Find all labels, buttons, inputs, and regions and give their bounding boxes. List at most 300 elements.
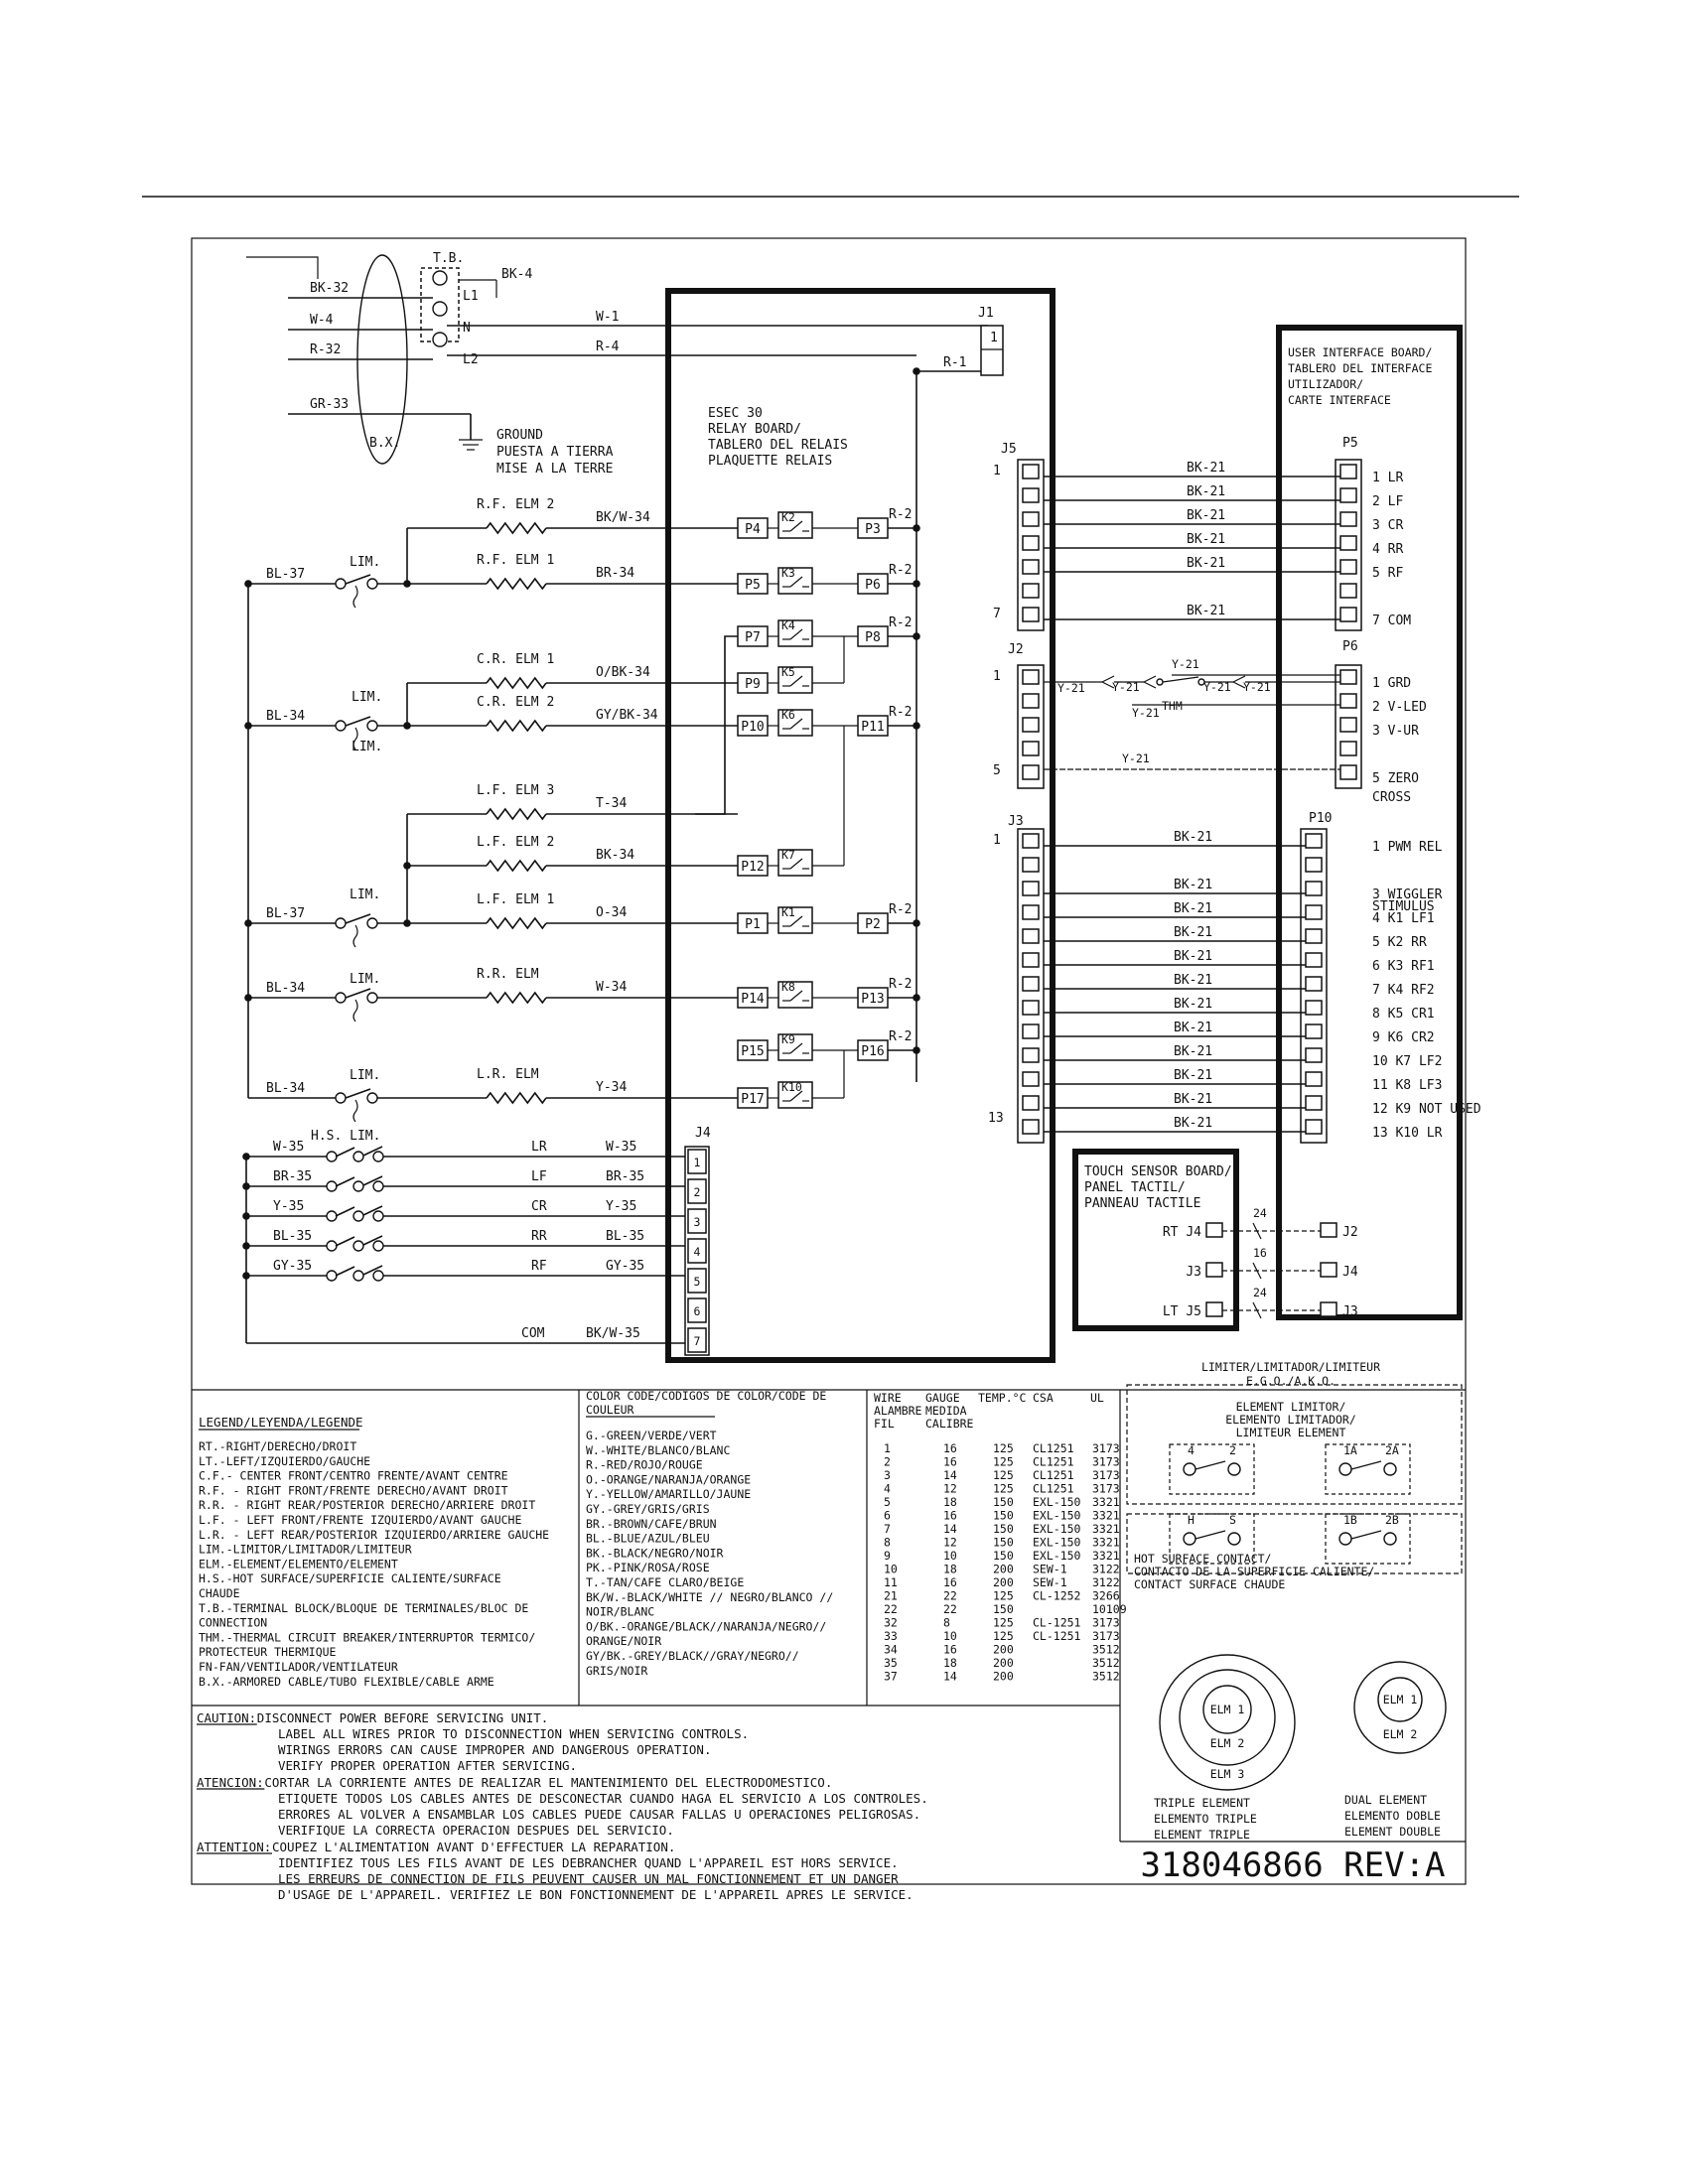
wire-table-cell: 7 (884, 1522, 891, 1536)
touch-board-title: TOUCH SENSOR BOARD/ (1084, 1164, 1232, 1179)
p10-pin-label: 9 K6 CR2 (1372, 1030, 1435, 1045)
element-label: L.F. ELM 1 (477, 892, 555, 907)
wire-table-cell: CL-1251 (1033, 1615, 1081, 1630)
pin-label: 7 (693, 1334, 701, 1348)
junction-dot (242, 1242, 250, 1250)
pin-label: 1 (993, 669, 1001, 684)
wire-table-cell: 150 (993, 1495, 1014, 1509)
wire-label: BK/W-35 (586, 1326, 640, 1341)
relay-terminal-label: P2 (865, 917, 881, 932)
burner-label: ELM 2 (1382, 1727, 1418, 1741)
element-label: R.R. ELM (477, 967, 539, 982)
wire-table-cell: 22 (884, 1602, 898, 1616)
wire-table-cell: 200 (993, 1642, 1014, 1657)
connector-p5-pin (1340, 584, 1356, 598)
p10-pin-label: 4 K1 LF1 (1372, 911, 1435, 926)
color-code-line: GY/BK.-GREY/BLACK//GRAY/NEGRO// (586, 1649, 799, 1663)
junction-dot (913, 524, 920, 532)
limiter-bimetal (353, 1100, 357, 1122)
connector-p10-pin (1306, 1001, 1322, 1015)
connector-p5-pin (1340, 512, 1356, 526)
relay-switch-label: K6 (781, 708, 795, 722)
hs-terminal (353, 1241, 363, 1251)
relay-switch-label: K1 (781, 905, 795, 919)
touch-left-label: J3 (1186, 1265, 1201, 1280)
connector-j3-pin (1023, 858, 1039, 872)
relay-switch-label: K8 (781, 980, 795, 994)
caution-line: ETIQUETE TODOS LOS CABLES ANTES DE DESCONECTAR CUANDO HAGA EL SERVICIO A LOS CONTROLES. (278, 1791, 928, 1806)
junction-dot (913, 1046, 920, 1054)
limiter-term: 4 (1188, 1443, 1195, 1457)
wire-table-cell: 3266 (1092, 1588, 1120, 1603)
p5-pin-label: 4 RR (1372, 542, 1404, 557)
legend-line: RT.-RIGHT/DERECHO/DROIT (199, 1439, 357, 1453)
junction-dot (242, 1212, 250, 1220)
color-code-title: COLOR CODE/CODIGOS DE COLOR/CODE DE (586, 1389, 827, 1403)
thm-label: THM (1162, 699, 1183, 713)
wire-label: BK-21 (1174, 973, 1213, 988)
terminal-label: L2 (463, 352, 479, 367)
heating-element-symbol (487, 809, 546, 819)
relay-board-title: TABLERO DEL RELAIS (708, 438, 848, 453)
hot-surface-label: CONTACT SURFACE CHAUDE (1134, 1577, 1286, 1591)
bx-label: B.X. (369, 436, 401, 451)
hot-surface-label: CONTACTO DE LA SUPERFICIE CALIENTE/ (1134, 1565, 1375, 1578)
pin-label: 6 (693, 1304, 701, 1318)
wire-label: Y-35 (273, 1199, 305, 1214)
wire-table-cell: 3122 (1092, 1562, 1120, 1576)
relay-terminal-label: P15 (741, 1044, 765, 1059)
wire-table-cell: 14 (943, 1468, 957, 1482)
relay-terminal-label: P14 (741, 992, 765, 1007)
limiter-terminal (367, 993, 377, 1003)
relay-board-title: PLAQUETTE RELAIS (708, 454, 833, 469)
pin-label: 2 (693, 1185, 701, 1199)
wire-table-cell: 34 (884, 1642, 898, 1657)
limiter-term: 1B (1343, 1513, 1357, 1527)
wire-table-header: GAUGE (925, 1391, 960, 1405)
heating-element-symbol (487, 918, 546, 928)
legend-line: B.X.-ARMORED CABLE/TUBO FLEXIBLE/CABLE ARME (199, 1674, 494, 1689)
terminal-label: L1 (463, 289, 479, 304)
ui-pin-label: J4 (1342, 1265, 1358, 1280)
p10-pin-label: 6 K3 RF1 (1372, 959, 1435, 974)
color-code-line: GY.-GREY/GRIS/GRIS (586, 1502, 710, 1516)
caution-line: CORTAR LA CORRIENTE ANTES DE REALIZAR EL MANTENIMIENTO DEL ELECTRODOMESTICO. (264, 1775, 833, 1790)
touch-board-title: PANNEAU TACTILE (1084, 1196, 1201, 1211)
wire-table-cell: 3173 (1092, 1454, 1120, 1469)
wire-table-cell: 32 (884, 1615, 898, 1630)
caution-line: DISCONNECT POWER BEFORE SERVICING UNIT. (256, 1710, 549, 1725)
p10-pin-label: 11 K8 LF3 (1372, 1078, 1443, 1093)
wire-table-cell: 125 (993, 1468, 1014, 1482)
pin-label: 1 (993, 464, 1001, 478)
wire-label: GY-35 (606, 1259, 645, 1274)
connector-j5-pin (1023, 608, 1039, 621)
terminal-l2 (433, 333, 447, 346)
wire-table-cell: 150 (993, 1508, 1014, 1523)
terminal-block-label: T.B. (433, 251, 465, 266)
connector-j5-pin (1023, 512, 1039, 526)
touch-left-label: LT J5 (1162, 1304, 1201, 1319)
wire-table-header: UL (1090, 1391, 1104, 1405)
relay-terminal-label: P17 (741, 1092, 765, 1107)
caution-tag: ATENCION: (197, 1775, 264, 1790)
wire-label: BK-21 (1187, 604, 1226, 618)
wire-label: BK-21 (1174, 1044, 1213, 1059)
connector-p10-pin (1306, 929, 1322, 943)
p5-pin-label: 2 LF (1372, 494, 1404, 509)
connector-j3-pin (1023, 1048, 1039, 1062)
element-label: C.R. ELM 2 (477, 695, 555, 710)
legend-line: R.F. - RIGHT FRONT/FRENTE DERECHO/AVANT DROIT (199, 1483, 508, 1498)
wire-table-cell: 12 (943, 1535, 957, 1550)
p10-pin-label: 12 K9 NOT USED (1372, 1102, 1481, 1117)
limiter-terminal (367, 721, 377, 731)
connector-p10-pin (1306, 1024, 1322, 1038)
heating-element-symbol (487, 861, 546, 871)
wire-table-header: CSA (1033, 1391, 1054, 1405)
color-code-line: R.-RED/ROJO/ROUGE (586, 1457, 703, 1472)
limiter-switch-arm (346, 575, 370, 584)
element-limiter-label: LIMITEUR ELEMENT (1235, 1426, 1346, 1439)
wire-label: W-35 (273, 1140, 305, 1155)
connector-p10-pin (1306, 977, 1322, 991)
wire-label: O-34 (596, 905, 628, 920)
connector-p10-pin (1306, 1120, 1322, 1134)
wire-label: BK-21 (1174, 830, 1213, 845)
pin-label: 1 (990, 331, 998, 345)
wire-table-cell: 14 (943, 1669, 957, 1684)
wire-table-cell: 3321 (1092, 1508, 1120, 1523)
ui-pin-label: J3 (1342, 1304, 1358, 1319)
hs-terminal (327, 1181, 337, 1191)
caution-line: WIRINGS ERRORS CAN CAUSE IMPROPER AND DANGEROUS OPERATION. (278, 1742, 712, 1757)
wire-label: BR-35 (606, 1169, 645, 1184)
relay-switch-label: K5 (781, 665, 795, 679)
caution-tag: ATTENTION: (197, 1840, 272, 1854)
connector-j5-pin (1023, 465, 1039, 478)
wire-table-cell: 10 (943, 1549, 957, 1563)
connector-label: P5 (1342, 436, 1358, 451)
wire-label: R-32 (310, 342, 342, 357)
wire-table-cell: 5 (884, 1495, 891, 1509)
relay-terminal-label: P9 (745, 677, 761, 692)
color-code-line: BL.-BLUE/AZUL/BLEU (586, 1531, 710, 1546)
ui-pin-label: J2 (1342, 1225, 1358, 1240)
wire-table-cell: 37 (884, 1669, 898, 1684)
wire-table-cell: EXL-150 (1033, 1508, 1081, 1523)
limiter-label: LIM. (350, 555, 381, 570)
wire-table-cell: 2 (884, 1454, 891, 1469)
wire-label: BK-21 (1174, 1116, 1213, 1131)
wire-table-cell: CL1251 (1033, 1481, 1074, 1496)
caution-line: COUPEZ L'ALIMENTATION AVANT D'EFFECTUER LA REPARATION. (272, 1840, 676, 1854)
wire-table-cell: 3173 (1092, 1481, 1120, 1496)
wire-label: Y-34 (596, 1080, 628, 1095)
r2-label: R-2 (889, 705, 913, 720)
wire-table-cell: 125 (993, 1454, 1014, 1469)
hs-terminal (327, 1241, 337, 1251)
limiter-terminal (336, 579, 346, 589)
touch-pin (1206, 1223, 1222, 1237)
relay-switch-label: K3 (781, 566, 795, 580)
ground-label: MISE A LA TERRE (496, 462, 614, 477)
wire-table-cell: 3321 (1092, 1495, 1120, 1509)
legend-line: L.R. - LEFT REAR/POSTERIOR IZQUIERDO/ARRIERE GAUCHE (199, 1527, 550, 1542)
limiter-title: LIMITER/LIMITADOR/LIMITEUR (1200, 1360, 1381, 1374)
connector-j3-pin (1023, 929, 1039, 943)
wire-table-cell: 125 (993, 1441, 1014, 1455)
caution-tag: CAUTION: (197, 1710, 257, 1725)
connector-p10-pin (1306, 1096, 1322, 1110)
ui-pin (1321, 1302, 1336, 1316)
wire-label: GY/BK-34 (596, 708, 658, 723)
wire-table-cell: 200 (993, 1669, 1014, 1684)
wire-label: GR-33 (310, 397, 350, 412)
limiter-term-circle (1228, 1463, 1240, 1475)
connector-j2-pin (1023, 718, 1039, 732)
p10-pin-label: 3 WIGGLER (1372, 887, 1443, 902)
limiter-label: LIM. (352, 690, 383, 705)
hs-mid-label: LR (531, 1140, 547, 1155)
wire-table-cell: 3173 (1092, 1468, 1120, 1482)
wire-label: Y-35 (606, 1199, 637, 1214)
junction-dot (913, 632, 920, 640)
p5-pin-label: 3 CR (1372, 518, 1404, 533)
wire-label: W-4 (310, 313, 334, 328)
wire-table-cell: 3 (884, 1468, 891, 1482)
burner-caption: ELEMENTO DOBLE (1344, 1809, 1441, 1823)
wire-table-cell: 3173 (1092, 1441, 1120, 1455)
wire-table-cell: 3512 (1092, 1642, 1120, 1657)
connector-j3-pin (1023, 953, 1039, 967)
legend-line: CHAUDE (199, 1586, 240, 1600)
limiter-term-circle (1228, 1533, 1240, 1545)
hs-mid-label: LF (531, 1169, 547, 1184)
wire-label: BL-35 (273, 1229, 313, 1244)
wire-table-cell: 150 (993, 1549, 1014, 1563)
wire-table-header: WIRE (874, 1391, 902, 1405)
wire-label: R-1 (943, 355, 967, 370)
hs-switch-arm (336, 1267, 354, 1276)
color-code-line: BR.-BROWN/CAFE/BRUN (586, 1516, 717, 1531)
wire-table-cell: 10 (943, 1629, 957, 1643)
thm-switch (1163, 677, 1198, 682)
wire-table-cell: 3122 (1092, 1575, 1120, 1589)
connector-j2-pin (1023, 670, 1039, 684)
relay-switch-label: K4 (781, 618, 795, 632)
connector-p10-pin (1306, 858, 1322, 872)
connector-j5-pin (1023, 488, 1039, 502)
wire-table-cell: 3173 (1092, 1629, 1120, 1643)
touch-pin (1206, 1263, 1222, 1277)
heating-element-symbol (487, 579, 546, 589)
hs-mid-label: RR (531, 1229, 547, 1244)
connector-p5-pin (1340, 560, 1356, 574)
connector-label: P10 (1309, 811, 1333, 826)
wire-table-cell: 3512 (1092, 1656, 1120, 1670)
burner-caption: DUAL ELEMENT (1344, 1793, 1428, 1807)
burner-caption: ELEMENT TRIPLE (1154, 1828, 1250, 1842)
relay-switch-label: K2 (781, 510, 795, 524)
p10-pin-label: 13 K10 LR (1372, 1126, 1443, 1141)
color-code-line: W.-WHITE/BLANCO/BLANC (586, 1442, 731, 1457)
wire-table-cell: CL1251 (1033, 1441, 1074, 1455)
wire-table-cell: 18 (943, 1562, 957, 1576)
wire-table-cell: 14 (943, 1522, 957, 1536)
relay-terminal-label: P10 (741, 720, 765, 735)
p6-pin-label: CROSS (1372, 790, 1412, 805)
limiter-switch-arm (346, 989, 370, 998)
p10-pin-label: 8 K5 CR1 (1372, 1007, 1435, 1022)
junction-dot (913, 580, 920, 588)
hs-terminal (327, 1152, 337, 1161)
limiter-bimetal (353, 1000, 357, 1022)
terminal-n (433, 302, 447, 316)
thm-terminal (1157, 679, 1163, 685)
connector-j3-pin (1023, 882, 1039, 895)
connector-p6-pin (1340, 670, 1356, 684)
r2-label: R-2 (889, 563, 913, 578)
relay-terminal-label: P12 (741, 860, 765, 875)
p6-pin-label: 5 ZERO (1372, 771, 1419, 786)
hs-terminal (373, 1211, 383, 1221)
legend-line: FN-FAN/VENTILADOR/VENTILATEUR (199, 1660, 398, 1674)
wire-label: BK-21 (1174, 1021, 1213, 1035)
wire-table-cell: 16 (943, 1441, 957, 1455)
limiter-bimetal (353, 586, 357, 608)
hs-switch-arm (336, 1237, 354, 1246)
wire-label: BK-21 (1174, 997, 1213, 1012)
legend-line: L.F. - LEFT FRONT/FRENTE IZQUIERDO/AVANT GAUCHE (199, 1513, 522, 1527)
heating-element-symbol (487, 721, 546, 731)
wire-table-cell: 10 (884, 1562, 898, 1576)
limiter-arm (1196, 1531, 1225, 1539)
hs-terminal (373, 1241, 383, 1251)
wire-label: BK-21 (1187, 484, 1226, 499)
wire-table-header: FIL (874, 1417, 895, 1431)
wire-table-cell: 125 (993, 1629, 1014, 1643)
element-label: C.R. ELM 1 (477, 652, 555, 667)
legend-line: LIM.-LIMITOR/LIMITADOR/LIMITEUR (199, 1542, 412, 1557)
relay-switch-label: K10 (781, 1080, 802, 1094)
wire-table-cell: 21 (884, 1588, 898, 1603)
connector-j3-pin (1023, 1024, 1039, 1038)
wire-table-cell: 35 (884, 1656, 898, 1670)
junction-dot (403, 722, 411, 730)
touch-left-label: RT J4 (1162, 1225, 1201, 1240)
wire-label: BK-21 (1174, 878, 1213, 892)
connector-p5-pin (1340, 536, 1356, 550)
ui-board-title: UTILIZADOR/ (1288, 377, 1364, 391)
junction-dot (403, 919, 411, 927)
p10-pin-label: 1 PWM REL (1372, 840, 1443, 855)
relay-terminal-label: P11 (861, 720, 885, 735)
wire-table-cell: 6 (884, 1508, 891, 1523)
relay-terminal-label: P7 (745, 630, 761, 645)
connector-p10-pin (1306, 1048, 1322, 1062)
wire-label: BK-21 (1174, 901, 1213, 916)
wire-table-cell: EXL-150 (1033, 1549, 1081, 1563)
wire-table-cell: 22 (943, 1602, 957, 1616)
wire-table-cell: EXL-150 (1033, 1522, 1081, 1536)
limiter-term: S (1229, 1513, 1236, 1527)
connector-j2-pin (1023, 694, 1039, 708)
limiter-terminal (367, 918, 377, 928)
limiter-switch-arm (346, 1089, 370, 1098)
element-label: L.R. ELM (477, 1067, 539, 1082)
wire-label: W-35 (606, 1140, 637, 1155)
limiter-term: 2B (1385, 1513, 1399, 1527)
wire-table-cell: 3321 (1092, 1549, 1120, 1563)
heating-element-symbol (487, 523, 546, 533)
limiter-arm (1351, 1531, 1381, 1539)
pin-label: 1 (993, 833, 1001, 848)
hs-mid-label: CR (531, 1199, 547, 1214)
hs-mid-label: COM (521, 1326, 545, 1341)
legend-line: LT.-LEFT/IZQUIERDO/GAUCHE (199, 1453, 371, 1468)
junction-dot (242, 1153, 250, 1160)
limiter-term: 2 (1229, 1443, 1236, 1457)
ground-label: GROUND (496, 428, 543, 443)
p6-pin-label: 2 V-LED (1372, 700, 1427, 715)
pin-label: 3 (693, 1215, 701, 1229)
connector-p5-pin (1340, 608, 1356, 621)
limiter-terminal (336, 918, 346, 928)
wire-label: BK-4 (501, 267, 533, 282)
connector-j2-pin (1023, 742, 1039, 755)
caution-line: VERIFY PROPER OPERATION AFTER SERVICING. (278, 1758, 578, 1773)
limiter-terminal (367, 579, 377, 589)
color-code-title: COULEUR (586, 1403, 634, 1417)
limiter-label: LIM. (350, 972, 381, 987)
wire-gauge-label: 16 (1253, 1246, 1267, 1260)
wire-table-cell: SEW-1 (1033, 1575, 1067, 1589)
connector-j3-pin (1023, 1096, 1039, 1110)
junction-dot (913, 919, 920, 927)
relay-terminal-label: P8 (865, 630, 881, 645)
relay-terminal-label: P16 (861, 1044, 885, 1059)
hs-terminal (353, 1211, 363, 1221)
junction-dot (242, 1182, 250, 1190)
burner-caption: ELEMENT DOUBLE (1344, 1825, 1441, 1839)
limiter-label: LIM. (352, 740, 383, 754)
relay-terminal-label: P1 (745, 917, 761, 932)
connector-j5-pin (1023, 584, 1039, 598)
element-limiter-label: ELEMENTO LIMITADOR/ (1225, 1413, 1356, 1427)
wire-table-cell: EXL-150 (1033, 1495, 1081, 1509)
wire-table-cell: EXL-150 (1033, 1535, 1081, 1550)
wire-table-cell: 16 (943, 1508, 957, 1523)
hs-switch-arm (336, 1148, 354, 1157)
burner-label: ELM 3 (1209, 1767, 1245, 1781)
connector-j3-pin (1023, 1072, 1039, 1086)
connector-p5-pin (1340, 488, 1356, 502)
hs-terminal (353, 1152, 363, 1161)
wire-table-cell: 200 (993, 1562, 1014, 1576)
r2-label: R-2 (889, 902, 913, 917)
color-code-line: T.-TAN/CAFE CLARO/BEIGE (586, 1575, 745, 1589)
wire-table-cell: 150 (993, 1522, 1014, 1536)
connector-j3-pin (1023, 905, 1039, 919)
wire-table-cell: 125 (993, 1481, 1014, 1496)
limiter-symbol-box (1170, 1444, 1254, 1494)
wire-label: Y-21 (1172, 657, 1199, 671)
limiter-term-circle (1184, 1533, 1196, 1545)
limiter-term: 2A (1385, 1443, 1399, 1457)
limiter-term-circle (1339, 1463, 1351, 1475)
